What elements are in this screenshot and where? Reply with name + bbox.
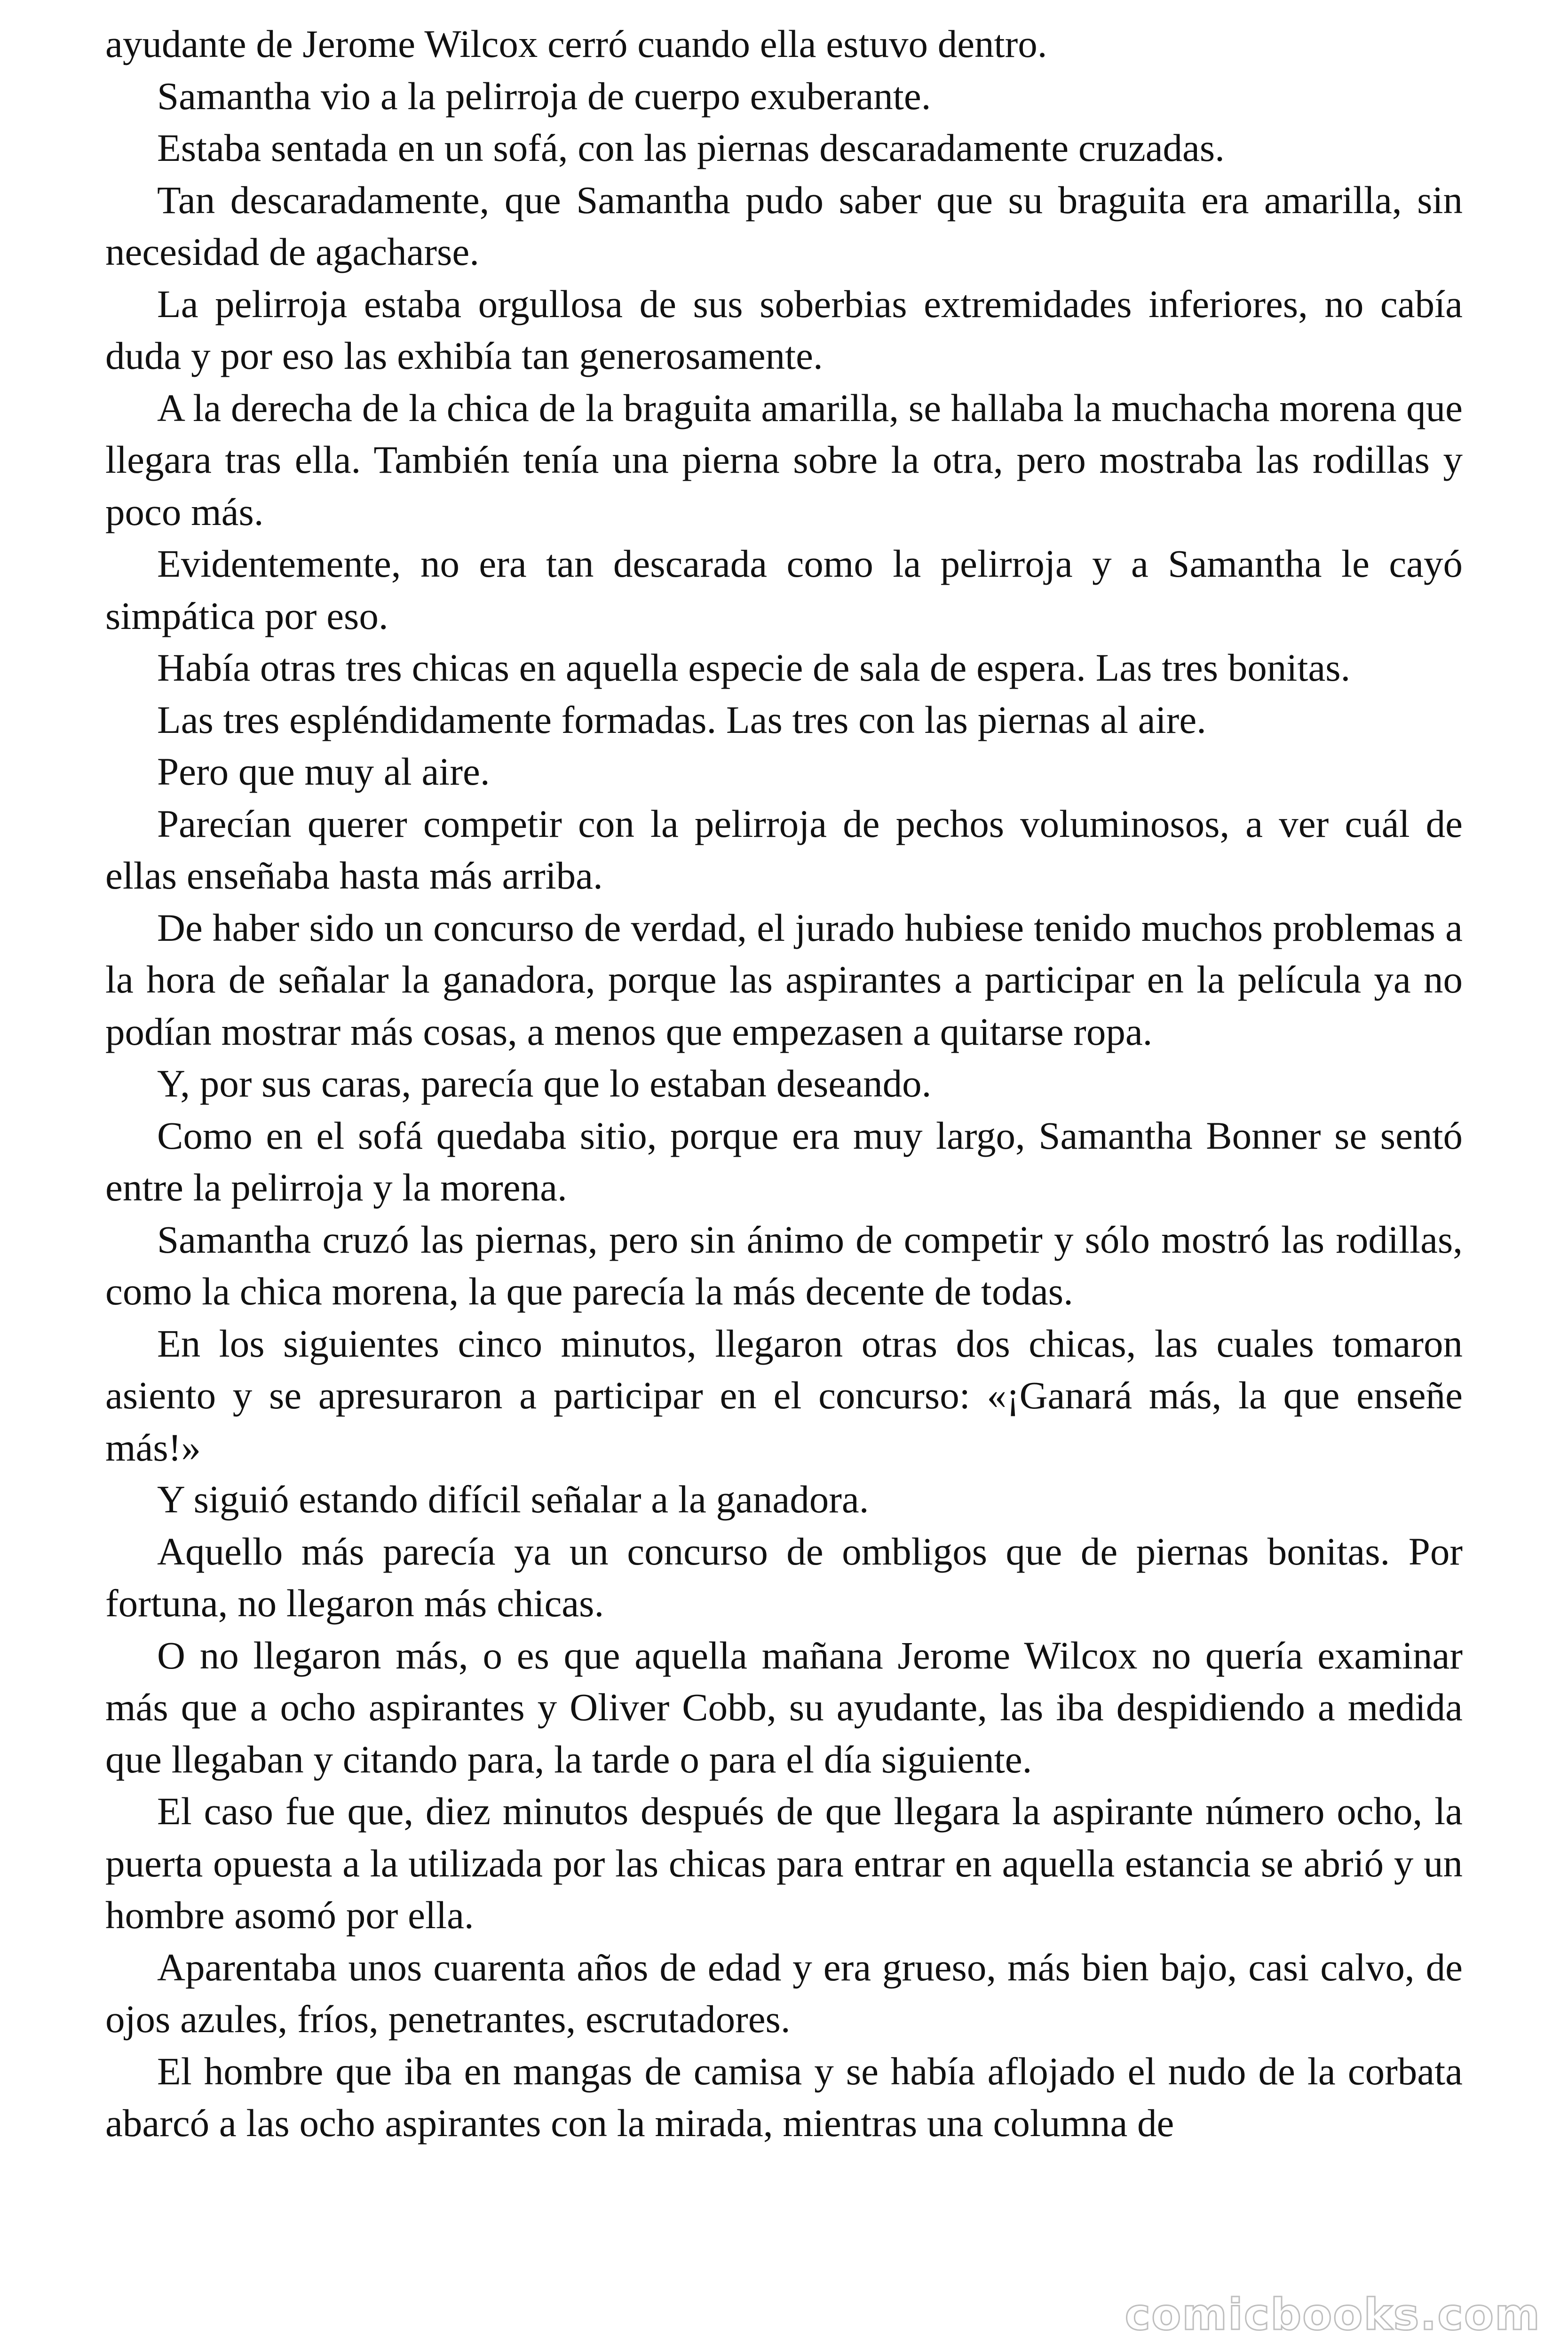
- paragraph-14: Como en el sofá quedaba sitio, porque era muy largo, Samantha Bonner se sentó entre la pelirroja y la morena.: [105, 1113, 1463, 1209]
- paragraph-1: ayudante de Jerome Wilcox cerró cuando ella estuvo dentro.: [105, 22, 1047, 65]
- book-page-text: [105, 18, 1463, 2149]
- paragraph-20: El caso fue que, diez minutos después de que llegara la aspirante número ocho, la puerta opuesta a la utilizada por las chicas para entrar en aquella estancia se abrió y un hombre asomó por ella.: [105, 1789, 1463, 1937]
- paragraph-21: Aparentaba unos cuarenta años de edad y era grueso, más bien bajo, casi calvo, de ojos azules, fríos, penetrantes, escrutadores.: [105, 1945, 1463, 2041]
- paragraph-13: Y, por sus caras, parecía que lo estaban deseando.: [157, 1062, 932, 1105]
- paragraph-2: Samantha vio a la pelirroja de cuerpo exuberante.: [157, 74, 931, 118]
- paragraph-8: Había otras tres chicas en aquella especie de sala de espera. Las tres bonitas.: [157, 646, 1351, 689]
- paragraph-19: O no llegaron más, o es que aquella mañana Jerome Wilcox no quería examinar más que a ocho aspirantes y Oliver Cobb, su ayudante, las iba despidiendo a medida que llegaban y citando para, la tarde o para el día siguiente.: [105, 1633, 1463, 1781]
- watermark-logo: comicbooks.com: [1125, 2289, 1541, 2340]
- paragraph-22: El hombre que iba en mangas de camisa y se había aflojado el nudo de la corbata abarcó a las ocho aspirantes con la mirada, mientras una columna de: [105, 2049, 1463, 2145]
- paragraph-4: Tan descaradamente, que Samantha pudo saber que su braguita era amarilla, sin necesidad de agacharse.: [105, 178, 1463, 273]
- paragraph-15: Samantha cruzó las piernas, pero sin ánimo de competir y sólo mostró las rodillas, como la chica morena, la que parecía la más decente de todas.: [105, 1217, 1463, 1313]
- paragraph-6: A la derecha de la chica de la braguita amarilla, se hallaba la muchacha morena que llegara tras ella. También tenía una pierna sobre la otra, pero mostraba las rodillas y poco más.: [105, 386, 1463, 533]
- paragraph-9: Las tres espléndidamente formadas. Las tres con las piernas al aire.: [157, 698, 1206, 741]
- paragraph-11: Parecían querer competir con la pelirroja de pechos voluminosos, a ver cuál de ellas enseñaba hasta más arriba.: [105, 802, 1463, 897]
- paragraph-7: Evidentemente, no era tan descarada como la pelirroja y a Samantha le cayó simpática por eso.: [105, 542, 1463, 637]
- paragraph-16: En los siguientes cinco minutos, llegaron otras dos chicas, las cuales tomaron asiento y se apresuraron a participar en el concurso: «¡Ganará más, la que enseñe más!»: [105, 1321, 1463, 1469]
- paragraph-10: Pero que muy al aire.: [157, 750, 490, 793]
- paragraph-3: Estaba sentada en un sofá, con las piernas descaradamente cruzadas.: [157, 126, 1225, 169]
- paragraph-5: La pelirroja estaba orgullosa de sus soberbias extremidades inferiores, no cabía duda y por eso las exhibía tan generosamente.: [105, 282, 1463, 377]
- paragraph-17: Y siguió estando difícil señalar a la ganadora.: [157, 1478, 869, 1521]
- paragraph-18: Aquello más parecía ya un concurso de ombligos que de piernas bonitas. Por fortuna, no llegaron más chicas.: [105, 1529, 1463, 1625]
- paragraph-12: De haber sido un concurso de verdad, el jurado hubiese tenido muchos problemas a la hora de señalar la ganadora, porque las aspirantes a participar en la película ya no podían mostrar más cosas, a menos que empezasen a quitarse ropa.: [105, 906, 1463, 1053]
